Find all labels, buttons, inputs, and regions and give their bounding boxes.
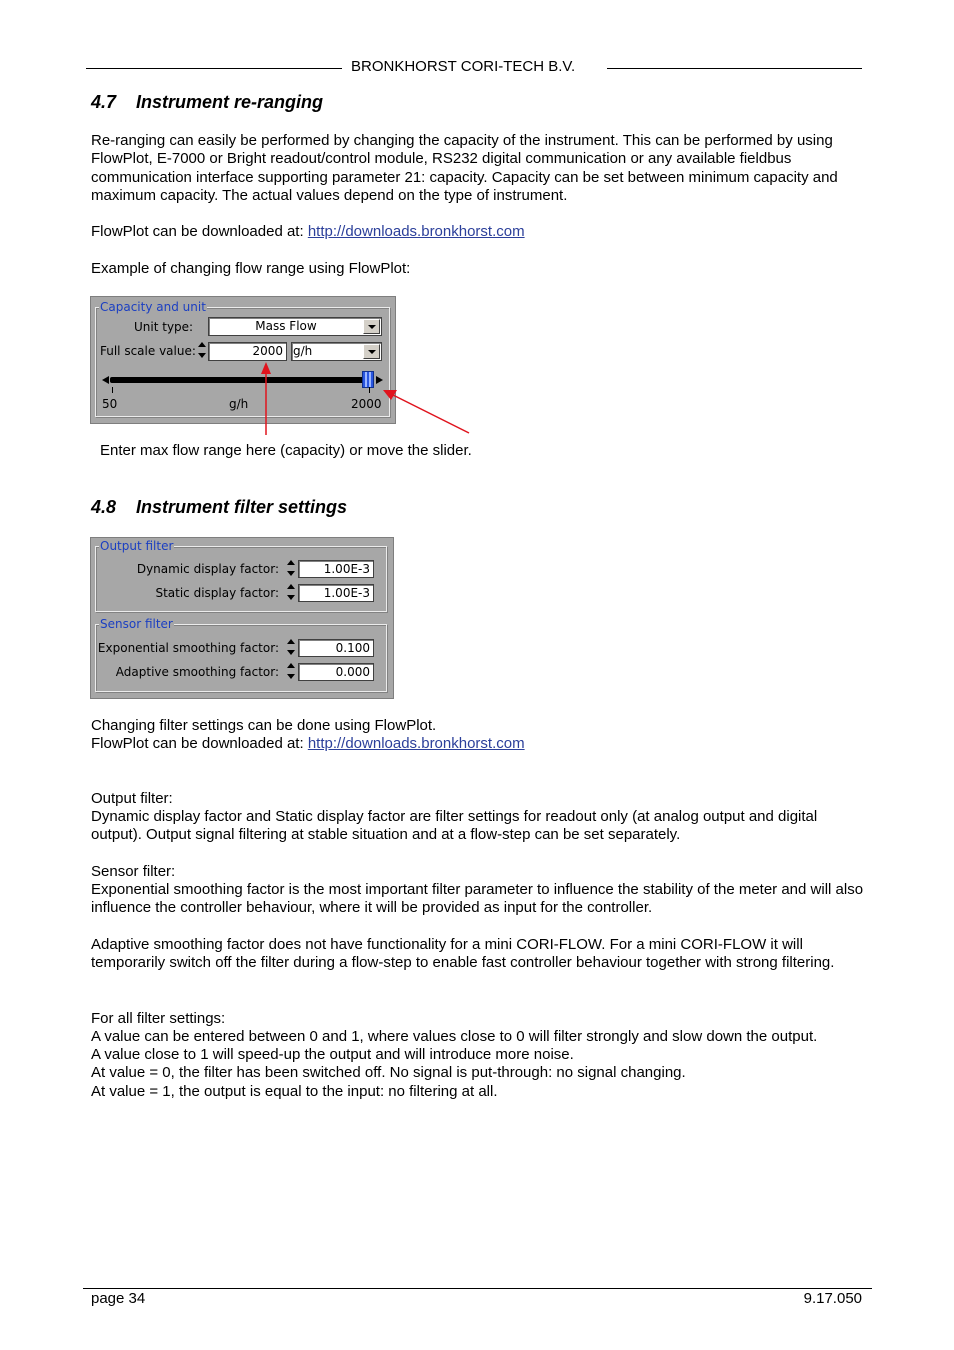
- annotation-arrows: [0, 0, 954, 500]
- all-settings-line-3: At value = 0, the filter has been switched off. No signal is put-through: no signal changing.: [91, 1064, 686, 1081]
- download-prefix: FlowPlot can be downloaded at:: [91, 735, 308, 752]
- exponential-factor-value: 0.100: [335, 641, 370, 655]
- slider-max-label: 2000: [351, 397, 382, 411]
- unit-type-label: Unit type:: [134, 320, 194, 334]
- footer-doc-number: 9.17.050: [803, 1290, 862, 1307]
- all-settings-line-1: A value can be entered between 0 and 1, where values close to 0 will filter strongly and slow down the output.: [91, 1028, 818, 1045]
- exponential-spinner-icon[interactable]: [287, 638, 295, 656]
- output-filter-group: [95, 539, 387, 612]
- dynamic-factor-input[interactable]: [298, 560, 374, 578]
- all-settings-heading: For all filter settings:: [91, 1010, 226, 1027]
- output-filter-text: Dynamic display factor and Static display factor are filter settings for readout only (at analog output and digital output). Output signal filtering at stable situation and at a flow-step can be set separately.: [91, 808, 818, 844]
- output-filter-title: Output filter: [100, 539, 174, 553]
- sensor-filter-text: Exponential smoothing factor is the most important filter parameter to influence the stability of the meter and will also influence the controller behaviour, where it will be provided as input for the controller.: [91, 881, 864, 917]
- adaptive-factor-input[interactable]: [298, 663, 374, 681]
- adaptive-spinner-icon[interactable]: [287, 662, 295, 680]
- static-factor-value: 1.00E-3: [323, 586, 370, 600]
- section-number: 4.7: [91, 92, 117, 112]
- capacity-caption: Enter max flow range here (capacity) or move the slider.: [100, 442, 472, 459]
- exponential-factor-input[interactable]: [298, 639, 374, 657]
- example-text: Example of changing flow range using FlowPlot:: [91, 260, 411, 277]
- section-title: Instrument filter settings: [136, 497, 348, 517]
- dynamic-factor-label: Dynamic display factor:: [136, 562, 279, 576]
- adaptive-factor-label: Adaptive smoothing factor:: [115, 665, 279, 679]
- slider-unit-label: g/h: [229, 397, 249, 411]
- changing-text: Changing filter settings can be done using FlowPlot.: [91, 717, 437, 734]
- static-spinner-icon[interactable]: [287, 583, 295, 601]
- download-link[interactable]: http://downloads.bronkhorst.com: [307, 735, 525, 752]
- download-prefix: FlowPlot can be downloaded at:: [91, 223, 308, 240]
- arrow-to-slider: [391, 394, 469, 433]
- exponential-factor-label: Exponential smoothing factor:: [97, 641, 279, 655]
- adaptive-factor-value: 0.000: [335, 665, 370, 679]
- footer-page: page 34: [91, 1290, 146, 1307]
- arrowhead-slider-icon: [383, 390, 397, 400]
- filter-panel: [90, 537, 394, 699]
- full-scale-value: 2000: [252, 344, 283, 358]
- paragraph-reranging: Re-ranging can easily be performed by changing the capacity of the instrument. This can be performed by using FlowPlot, E-7000 or Bright readout/control module, RS232 digital communication or any available fieldbus communication interface supporting parameter 21: capacity. Capacity can be set between minimum capacity and maximum capacity. The actual values depend on the type of instrument.: [91, 132, 838, 204]
- all-settings-line-2: A value close to 1 will speed-up the output and will introduce more noise.: [91, 1046, 574, 1063]
- dynamic-factor-value: 1.00E-3: [323, 562, 370, 576]
- sensor-filter-heading: Sensor filter:: [91, 863, 176, 880]
- adaptive-text: Adaptive smoothing factor does not have functionality for a mini CORI-FLOW. For a mini CORI-FLOW it will temporarily switch off the filter during a flow-step to enable fast controller behaviour together with strong filtering.: [91, 936, 835, 972]
- download-link[interactable]: http://downloads.bronkhorst.com: [307, 223, 525, 240]
- static-factor-input[interactable]: [298, 584, 374, 602]
- footer-rule: [83, 1288, 872, 1289]
- section-number: 4.8: [91, 497, 117, 517]
- sensor-filter-group: [95, 617, 387, 692]
- static-factor-label: Static display factor:: [155, 586, 279, 600]
- section-heading-4-8: [91, 497, 347, 518]
- unit-type-value: Mass Flow: [255, 319, 317, 333]
- all-settings-line-4: At value = 1, the output is equal to the input: no filtering at all.: [91, 1083, 498, 1100]
- capacity-group-title: Capacity and unit: [100, 300, 206, 314]
- full-scale-label: Full scale value:: [100, 344, 196, 358]
- download-line-2: [91, 735, 525, 753]
- dynamic-spinner-icon[interactable]: [287, 559, 295, 577]
- output-filter-heading: Output filter:: [91, 790, 173, 807]
- section-title: Instrument re-ranging: [136, 92, 324, 112]
- unit-value: g/h: [293, 344, 313, 358]
- slider-min-label: 50: [102, 397, 118, 411]
- header-company: BRONKHORST CORI-TECH B.V.: [351, 58, 576, 75]
- arrowhead-value-icon: [261, 362, 271, 374]
- sensor-filter-title: Sensor filter: [100, 617, 173, 631]
